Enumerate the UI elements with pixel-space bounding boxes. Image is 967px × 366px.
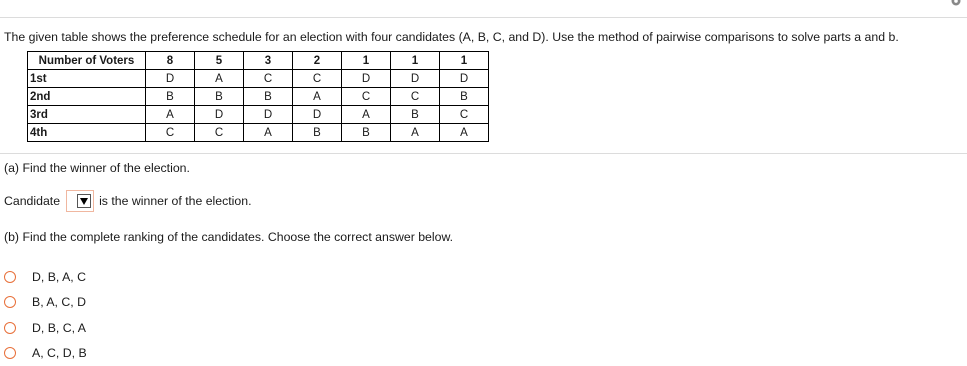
radio-button-icon[interactable] xyxy=(4,296,16,308)
table-cell: B xyxy=(195,88,244,106)
table-cell: C xyxy=(342,88,391,106)
table-cell: D xyxy=(244,106,293,124)
table-cell: C xyxy=(440,106,489,124)
table-cell: B xyxy=(342,124,391,142)
table-cell: C xyxy=(244,70,293,88)
dropdown-caret-box[interactable] xyxy=(77,194,91,208)
table-cell: A xyxy=(342,106,391,124)
voter-count: 1 xyxy=(342,52,391,70)
table-cell: B xyxy=(244,88,293,106)
table-cell: B xyxy=(440,88,489,106)
rank-label: 1st xyxy=(28,70,146,88)
table-cell: D xyxy=(342,70,391,88)
table-cell: A xyxy=(146,106,195,124)
winner-suffix: is the winner of the election. xyxy=(99,194,251,208)
rank-label: 3rd xyxy=(28,106,146,124)
part-b-prompt: (b) Find the complete ranking of the candidates. Choose the correct answer below. xyxy=(4,230,453,244)
ranking-option[interactable] xyxy=(4,341,87,366)
table-row xyxy=(28,70,489,88)
table-row xyxy=(28,124,489,142)
voter-count: 2 xyxy=(293,52,342,70)
table-cell: D xyxy=(195,106,244,124)
table-cell: A xyxy=(244,124,293,142)
part-a-prompt: (a) Find the winner of the election. xyxy=(4,161,190,175)
table-cell: A xyxy=(440,124,489,142)
preference-table xyxy=(27,51,489,142)
caret-down-icon xyxy=(80,198,88,205)
option-label: D, B, C, A xyxy=(32,321,86,335)
top-divider xyxy=(0,17,967,18)
table-cell: B xyxy=(293,124,342,142)
option-label: A, C, D, B xyxy=(32,346,87,360)
ranking-options xyxy=(4,264,87,366)
option-label: B, A, C, D xyxy=(32,295,86,309)
table-cell: A xyxy=(293,88,342,106)
table-cell: B xyxy=(391,106,440,124)
option-label: D, B, A, C xyxy=(32,270,86,284)
ranking-option[interactable] xyxy=(4,315,87,341)
table-cell: B xyxy=(146,88,195,106)
table-cell: D xyxy=(391,70,440,88)
radio-button-icon[interactable] xyxy=(4,271,16,283)
rank-label: 2nd xyxy=(28,88,146,106)
ranking-option[interactable] xyxy=(4,264,87,290)
table-header-row xyxy=(28,52,489,70)
question-intro: The given table shows the preference schedule for an election with four candidates (A, B, C, and D). Use the method of pairwise comparisons to solve parts a and b. xyxy=(4,30,899,44)
voters-header: Number of Voters xyxy=(28,52,146,70)
table-cell: A xyxy=(195,70,244,88)
voter-count: 8 xyxy=(146,52,195,70)
table-cell: C xyxy=(293,70,342,88)
voter-count: 5 xyxy=(195,52,244,70)
table-cell: D xyxy=(293,106,342,124)
table-cell: C xyxy=(146,124,195,142)
gear-icon[interactable] xyxy=(949,0,963,8)
table-cell: D xyxy=(440,70,489,88)
table-cell: D xyxy=(146,70,195,88)
candidate-label: Candidate xyxy=(4,194,60,208)
rank-label: 4th xyxy=(28,124,146,142)
voter-count: 1 xyxy=(391,52,440,70)
table-row xyxy=(28,88,489,106)
table-row xyxy=(28,106,489,124)
table-cell: A xyxy=(391,124,440,142)
table-cell: C xyxy=(195,124,244,142)
section-divider xyxy=(0,153,967,154)
ranking-option[interactable] xyxy=(4,290,87,316)
radio-button-icon[interactable] xyxy=(4,347,16,359)
voter-count: 1 xyxy=(440,52,489,70)
table-cell: C xyxy=(391,88,440,106)
voter-count: 3 xyxy=(244,52,293,70)
candidate-answer-row xyxy=(4,189,252,213)
winner-dropdown[interactable] xyxy=(66,190,94,212)
radio-button-icon[interactable] xyxy=(4,322,16,334)
